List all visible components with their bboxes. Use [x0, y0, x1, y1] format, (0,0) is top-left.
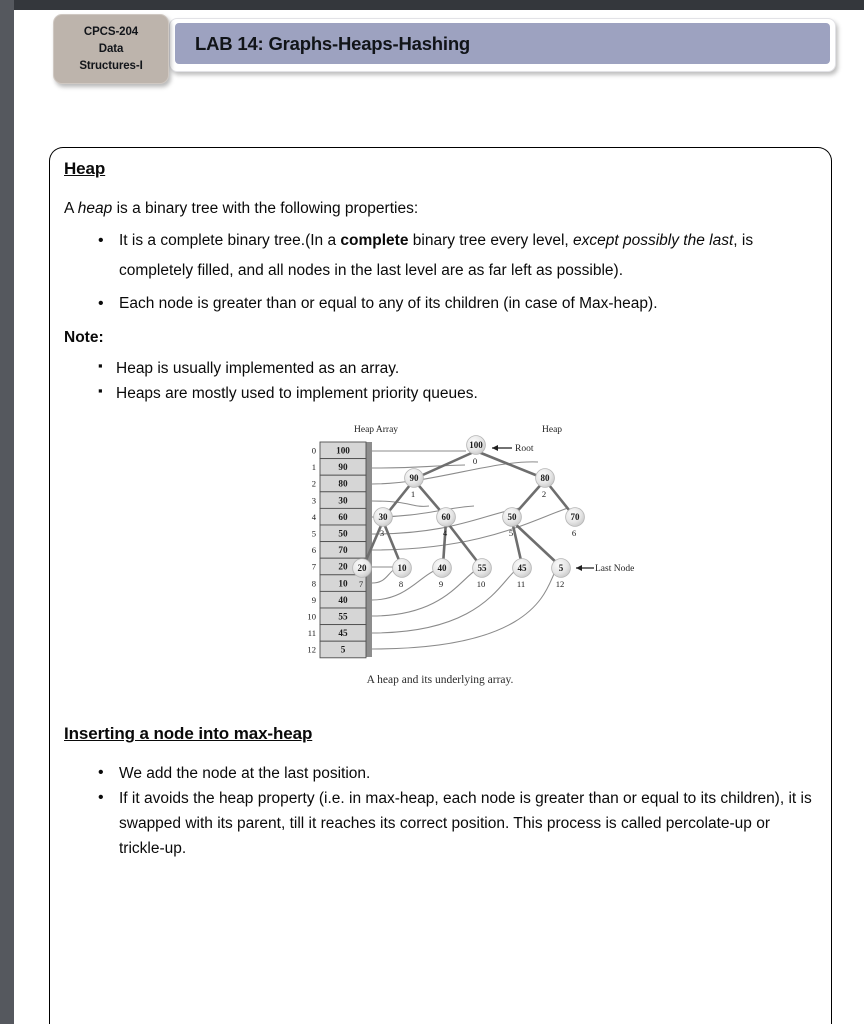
- array-cell-value: 90: [338, 462, 348, 473]
- tree-node-value: 70: [570, 512, 580, 523]
- tree-node-index: 12: [555, 579, 565, 590]
- root-label: Root: [515, 444, 534, 455]
- heap-tree-nodes: [353, 436, 585, 589]
- tree-node-value: 55: [477, 563, 487, 574]
- content-box: [49, 147, 832, 1024]
- tree-node-index: 10: [476, 579, 486, 590]
- tree-node-index: 6: [571, 528, 577, 539]
- list-item: • If it avoids the heap property (i.e. in max-heap, each node is greater than or equal to its children), it is swapped with its parent, till it reaches its correct position. This process is called percolate-up or trickle-up.: [64, 786, 816, 861]
- document-header: [19, 10, 864, 92]
- list-item: ▪ Heaps are mostly used to implement priority queues.: [64, 382, 816, 406]
- array-cell-value: 70: [338, 545, 348, 556]
- array-cell-value: 40: [338, 595, 348, 606]
- title-bar-frame: [169, 18, 836, 72]
- tree-node-index: 5: [508, 528, 514, 539]
- tree-node-value: 5: [558, 563, 564, 574]
- window-left-chrome: [0, 0, 14, 1024]
- window-top-chrome: [0, 0, 864, 10]
- array-cell-value: 55: [338, 611, 348, 622]
- array-index-label: 1: [311, 462, 316, 473]
- bullet-part: except possibly the last: [573, 232, 734, 250]
- tree-node-value: 100: [469, 440, 483, 451]
- heap-property-list: [64, 226, 816, 319]
- course-tab-line3: Structures-I: [79, 59, 143, 72]
- tree-node-index: 9: [438, 579, 444, 590]
- array-cell-value: 20: [338, 561, 348, 572]
- heap-figure: [64, 420, 816, 700]
- tree-node-index: 11: [516, 579, 526, 590]
- root-annotation: [492, 444, 534, 454]
- bullet-part: complete: [340, 232, 409, 250]
- array-index-label: 6: [311, 545, 316, 556]
- section-insert: [64, 722, 816, 861]
- tree-node-index: 7: [358, 579, 364, 590]
- title-bar: [175, 23, 830, 64]
- tree-node-index: 2: [541, 489, 547, 500]
- course-tab-line1: CPCS-204: [83, 25, 139, 38]
- heap-def-italic: heap: [77, 199, 113, 217]
- heap-def-prefix: A: [64, 199, 78, 217]
- array-index-label: 7: [311, 561, 316, 572]
- array-index-label: 8: [311, 578, 316, 589]
- heap-diagram-svg: [64, 420, 816, 670]
- tree-node-value: 90: [409, 473, 419, 484]
- tree-node-index: 0: [472, 456, 478, 467]
- list-item: [64, 289, 816, 319]
- tree-node-value: 10: [397, 563, 407, 574]
- array-cell-value: 80: [338, 478, 348, 489]
- heap-array-indices: [307, 446, 316, 655]
- tree-node-value: 80: [540, 473, 550, 484]
- heading-heap: Heap: [64, 159, 106, 178]
- bullet-part: , is completely filled, and all nodes in the last level are as far left as possible).: [119, 232, 754, 280]
- bullet-part: binary tree every level,: [408, 232, 574, 250]
- array-index-label: 3: [311, 495, 316, 506]
- tree-node-index: 1: [410, 489, 416, 500]
- array-cell-value: 10: [338, 578, 348, 589]
- list-item: ▪ Heap is usually implemented as an array.: [64, 357, 816, 381]
- last-node-annotation: [576, 564, 634, 574]
- heap-array-label: Heap Array: [354, 425, 399, 436]
- array-index-label: 5: [311, 528, 316, 539]
- array-cell-value: 60: [338, 512, 348, 523]
- tree-node-value: 50: [507, 512, 517, 523]
- course-tab-line2: Data: [98, 42, 124, 55]
- bullet-part: It is a complete binary tree.(In a: [119, 232, 341, 250]
- bullet-part: Each node is greater than or equal to any of its children (in case of Max-heap).: [119, 294, 658, 312]
- tree-node-value: 30: [378, 512, 388, 523]
- array-index-label: 11: [307, 628, 316, 639]
- array-index-label: 12: [307, 644, 316, 655]
- tree-node-value: 20: [357, 563, 367, 574]
- page-title: LAB 14: Graphs-Heaps-Hashing: [195, 32, 471, 54]
- array-index-label: 9: [311, 595, 316, 606]
- list-item: [64, 226, 816, 286]
- page-left-margin: [14, 10, 19, 1024]
- tree-node-value: 45: [517, 563, 527, 574]
- last-node-label: Last Node: [595, 564, 635, 575]
- heap-definition: [64, 198, 816, 220]
- tree-node-index: 8: [398, 579, 404, 590]
- heap-array-cells: [320, 442, 366, 658]
- array-index-label: 4: [311, 512, 316, 523]
- content-body: [64, 157, 816, 865]
- insert-steps-list: [64, 761, 816, 861]
- array-cell-value: 50: [338, 528, 348, 539]
- tree-node-index: 3: [379, 528, 385, 539]
- array-cell-value: 30: [338, 495, 348, 506]
- heap-tree-label: Heap: [542, 425, 563, 436]
- tree-node-index: 4: [442, 528, 448, 539]
- array-cell-value: 5: [340, 644, 346, 655]
- array-index-label: 0: [311, 445, 316, 456]
- tree-node-value: 40: [437, 563, 447, 574]
- heap-def-suffix: is a binary tree with the following properties:: [112, 199, 419, 217]
- course-tab: [53, 14, 169, 84]
- heading-insert: Inserting a node into max-heap: [64, 724, 313, 744]
- array-index-label: 2: [311, 478, 316, 489]
- array-index-label: 10: [307, 611, 316, 622]
- note-heading: Note:: [64, 328, 104, 346]
- tree-node-value: 60: [441, 512, 451, 523]
- figure-caption: A heap and its underlying array.: [366, 674, 514, 687]
- note-list: [64, 357, 816, 406]
- array-cell-value: 45: [338, 628, 348, 639]
- list-item: • We add the node at the last position.: [64, 761, 816, 786]
- array-cell-value: 100: [336, 445, 350, 456]
